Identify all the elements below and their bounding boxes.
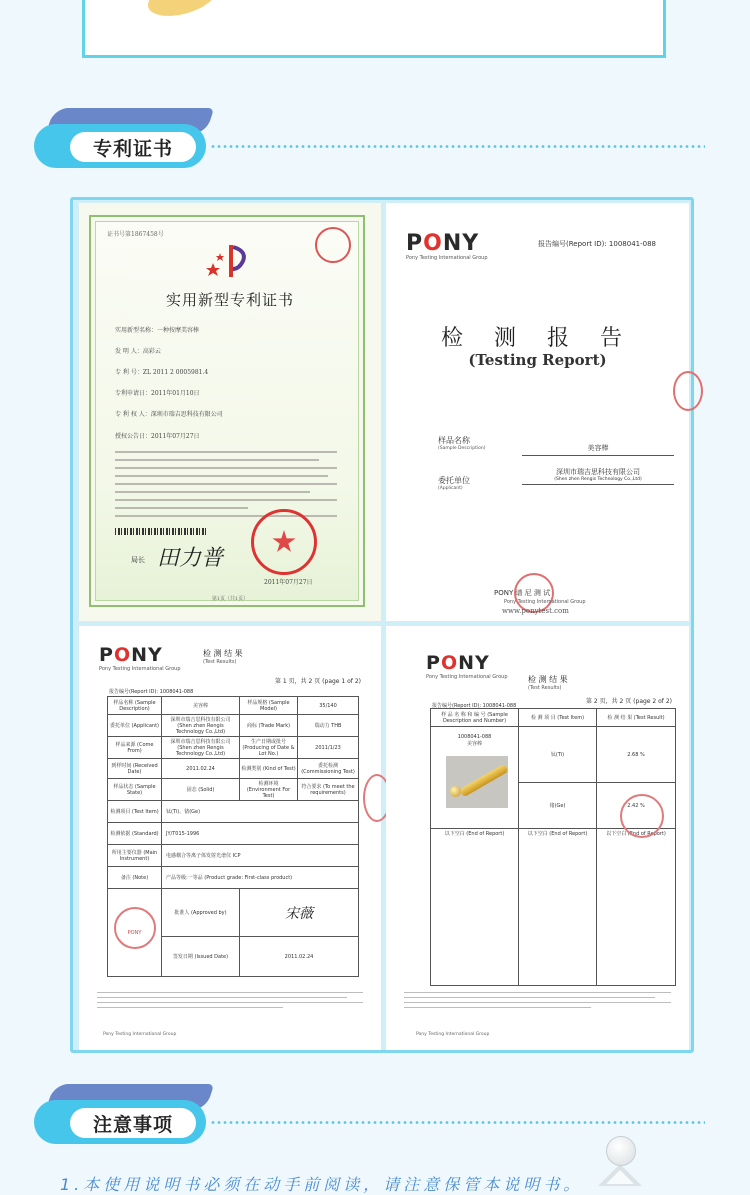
pony-stamp-icon [114, 907, 156, 949]
patent-field: 专利申请日：2011年01月10日 [115, 390, 200, 397]
footer-org: Pony Testing International Group [103, 1032, 177, 1037]
product-image-fragment [144, 0, 220, 23]
page-number: 第1页（共1页） [211, 596, 249, 602]
end-of-report: 以下空白 (End of Report) [597, 829, 676, 986]
director-signature: 田力普 [157, 546, 224, 571]
section-title: 专利证书 [70, 132, 196, 162]
logo-subtitle: Pony Testing International Group [99, 666, 181, 672]
results-table [107, 696, 359, 977]
sample-id: 1008041-088 [457, 734, 492, 740]
footer-org: PONY 谱 尼 测 试 [494, 589, 551, 597]
table-row: 锗(Ge) 2.42 % [431, 783, 676, 829]
sample-name: 美容棒 [466, 741, 482, 747]
testing-report-cover [386, 203, 689, 621]
patent-field: 专 利 权 人：深圳市瑞吉思科技有限公司 [115, 411, 223, 418]
notice-section-header [0, 1082, 750, 1152]
sample-label: 样品名称 (Sample Description) [438, 436, 486, 451]
page-number: 第 1 页，共 2 页 (page 1 of 2) [275, 678, 361, 685]
report-id: 报告编号(Report ID): 1008041-088 [538, 240, 656, 248]
section-title: 注意事项 [70, 1108, 196, 1138]
certificate-body-text [115, 451, 337, 523]
results-title: 检 测 结 果 (Test Results) [528, 675, 568, 691]
table-row: 样品名称 (Sample Description) 美容棒 样品规格 (Sample Model) 35/140 [108, 697, 359, 715]
table-row: 检测项目 (Test Item) 钛(Ti)、锗(Ge) [108, 801, 359, 823]
applicant-value: 深圳市瑞吉思科技有限公司 (Shen zhen Rengis Technology Co.,Ltd) [522, 467, 674, 485]
disclaimer-text [97, 992, 363, 1018]
patent-field: 专 利 号：ZL 2011 2 0005981.4 [115, 369, 209, 376]
report-id: 报告编号(Report ID): 1008041-088 [432, 703, 517, 709]
dotted-divider [210, 145, 705, 148]
table-row: PONY 批准人 (Approved by) 宋薇 [108, 889, 359, 937]
results-title: 检 测 结 果 (Test Results) [203, 649, 243, 665]
official-seal-icon [251, 509, 317, 575]
end-of-report: 以下空白 (End of Report) [519, 829, 597, 986]
footer-url: www.ponytest.com [502, 607, 569, 615]
certificates-frame [70, 197, 694, 1053]
certificate-title: 实用新型专利证书 [165, 291, 294, 309]
dotted-divider [210, 1121, 705, 1124]
pony-logo: PONY [99, 644, 163, 666]
patent-field: 授权公告日：2011年07月27日 [115, 433, 200, 440]
patent-section-header [0, 106, 750, 176]
disclaimer-text [404, 992, 671, 1018]
table-row: 到样时间 (Received Date) 2011.02.24 检测类别 (Kind of Test) 委托检测 (Commissioning Test) [108, 759, 359, 779]
table-row: 所用主要仪器 (Main Instrument) 电感耦合等离子体发射光谱仪 ICP [108, 845, 359, 867]
patent-field: 发 明 人：高彩云 [115, 348, 161, 355]
report-title: 检 测 报 告 [441, 326, 634, 351]
footer-org-sub: Pony Testing International Group [504, 599, 586, 605]
pony-logo: PONY [406, 231, 480, 256]
table-row: 签发日期 (Issued Date) 2011.02.24 [108, 937, 359, 977]
patent-office-emblem-icon [205, 241, 251, 281]
hanging-triangle-inner [606, 1170, 634, 1184]
table-row: 1008041-088 美容棒 钛(Ti) 2.68 % [431, 727, 676, 783]
table-row: 样品来源 (Come From) 深圳市瑞吉思科技有限公司 (Shen zhen Rengis Technology Co.,Ltd) 生产日期或批号 (Producing of Date & Lot No.) 2011/1/23 [108, 737, 359, 759]
applicant-label: 委托单位 (Applicant) [438, 476, 470, 491]
sample-value: 美容棒 [522, 443, 674, 456]
pony-logo: PONY [426, 652, 490, 674]
table-row: 备注 (Note) 产品等级:一等品 (Product grade: First-class product) [108, 867, 359, 889]
inspection-stamp-icon [620, 794, 664, 838]
table-row: 样 品 名 称 和 编 号 (Sample Description and Number) 检 测 项 目 (Test Item) 检 测 结 果 (Test Result) [431, 709, 676, 727]
report-id: 报告编号(Report ID): 1008041-088 [109, 689, 194, 695]
patent-field: 实用新型名称：一种按摩美容棒 [115, 327, 200, 334]
patent-certificate [79, 203, 381, 621]
results-table [430, 708, 676, 986]
barcode [115, 528, 207, 535]
approver-signature: 宋薇 [285, 905, 313, 922]
logo-subtitle: Pony Testing International Group [406, 255, 488, 261]
top-product-card [82, 0, 666, 58]
page-number: 第 2 页，共 2 页 (page 2 of 2) [586, 698, 672, 705]
seal-date: 2011年07月27日 [264, 579, 313, 586]
top-seal-icon [315, 227, 351, 263]
table-row: 样品状态 (Sample State) 固态 (Solid) 检测环境 (Environment For Test) 符合要求 (To meet the requirements) [108, 779, 359, 801]
table-row [431, 829, 676, 986]
product-photo [446, 756, 508, 808]
test-results-page-2 [386, 626, 689, 1050]
wand-ball [450, 786, 461, 797]
table-row: 检测依据 (Standard) JY/T015-1996 [108, 823, 359, 845]
logo-subtitle: Pony Testing International Group [426, 674, 508, 680]
hanging-ball-icon [606, 1136, 636, 1166]
end-of-report: 以下空白 (End of Report) [431, 829, 519, 986]
table-row: 委托单位 (Applicant) 深圳市瑞吉思科技有限公司 (Shen zhen Rengis Technology Co.,Ltd) 商标 (Trade Mark) 瑞动力 THB [108, 715, 359, 737]
notice-text: 1.本使用说明书必须在动手前阅读，请注意保管本说明书。 [60, 1175, 584, 1194]
director-label: 局长 [131, 556, 145, 564]
test-results-page-1 [79, 626, 381, 1050]
edge-stamp-icon [673, 371, 703, 411]
massage-wand-image [459, 764, 509, 798]
report-subtitle: (Testing Report) [468, 351, 607, 369]
certificate-number: 证书号第1867458号 [107, 231, 164, 238]
footer-org: Pony Testing International Group [416, 1032, 490, 1037]
